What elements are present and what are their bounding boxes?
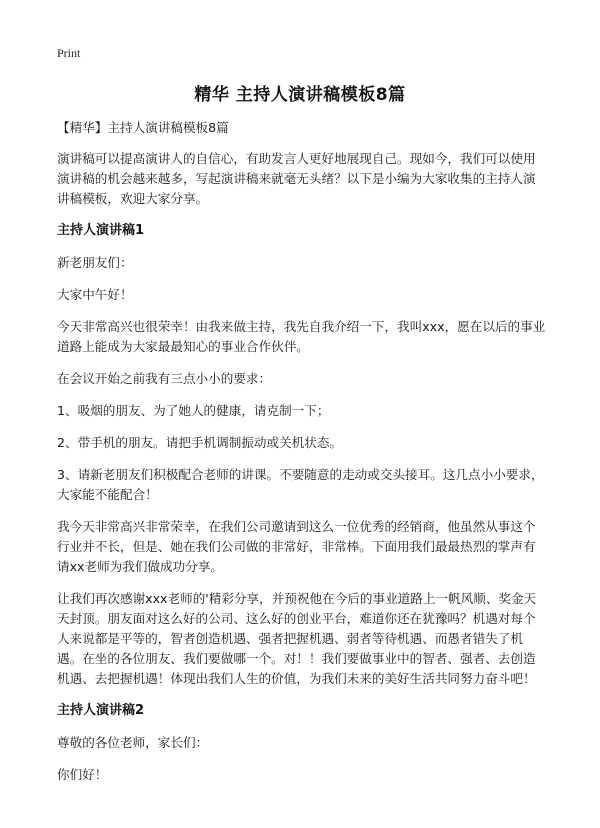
self-intro-paragraph: 今天非常高兴也很荣幸！由我来做主持，我先自我介绍一下，我叫xxx，愿在以后的事业道路上能成为大家最最知心的事业合作伙伴。 — [57, 319, 546, 354]
document-subtitle: 【精华】主持人演讲稿模板8篇 — [57, 120, 229, 135]
section-heading-1: 主持人演讲稿1 — [57, 223, 145, 238]
section-heading-2: 主持人演讲稿2 — [57, 703, 145, 718]
requirement-3-paragraph: 3、请新老朋友们积极配合老师的讲课。不要随意的走动或交头接耳。这几点小小要求，大家能不能配合！ — [57, 467, 544, 502]
document-body — [57, 118, 547, 797]
speaker-intro-paragraph: 我今天非常高兴非常荣幸，在我们公司邀请到这么一位优秀的经销商，他虽然从事这个行业并不长，但是、她在我们公司做的非常好，非常棒。下面用我们最最热烈的掌声有请xx老师为我们做成功分享。 — [57, 519, 536, 574]
hello-paragraph-2: 你们好！ — [57, 767, 108, 782]
greeting-paragraph-2: 尊敬的各位老师，家长们： — [57, 735, 209, 750]
closing-paragraph: 让我们再次感谢xxx老师的'精彩分享，并预祝他在今后的事业道路上一帆风顺、奖金天天封顶。朋友面对这么好的公司、这么好的创业平台，难道你还在犹豫吗？机遇对每个人来说都是平等的，智者创造机遇、强者把握机遇、弱者等待机遇、而愚者错失了机遇。在坐的各位朋友、我们要做哪一个。对！！我们要做事业中的智者、强者、去创造机遇、去把握机遇！体现出我们人生的价值，为我们未来的美好生活共同努力奋斗吧！ — [57, 591, 537, 686]
print-label: Print — [57, 46, 81, 60]
requirements-intro-paragraph: 在会议开始之前我有三点小小的要求： — [57, 371, 272, 386]
requirement-1-paragraph: 1、吸烟的朋友、为了她人的健康，请克制一下； — [57, 403, 330, 418]
requirement-2-paragraph: 2、带手机的朋友。请把手机调制振动或关机状态。 — [57, 435, 343, 450]
greeting-paragraph: 新老朋友们： — [57, 255, 133, 270]
intro-paragraph: 演讲稿可以提高演讲人的自信心，有助发言人更好地展现自己。现如今，我们可以使用演讲稿的机会越来越多，写起演讲稿来就毫无头绪？以下是小编为大家收集的主持人演讲稿模板，欢迎大家分享。 — [57, 151, 536, 206]
page-title: 精华 主持人演讲稿模板8篇 — [194, 85, 406, 105]
greeting-noon-paragraph: 大家中午好！ — [57, 287, 133, 302]
